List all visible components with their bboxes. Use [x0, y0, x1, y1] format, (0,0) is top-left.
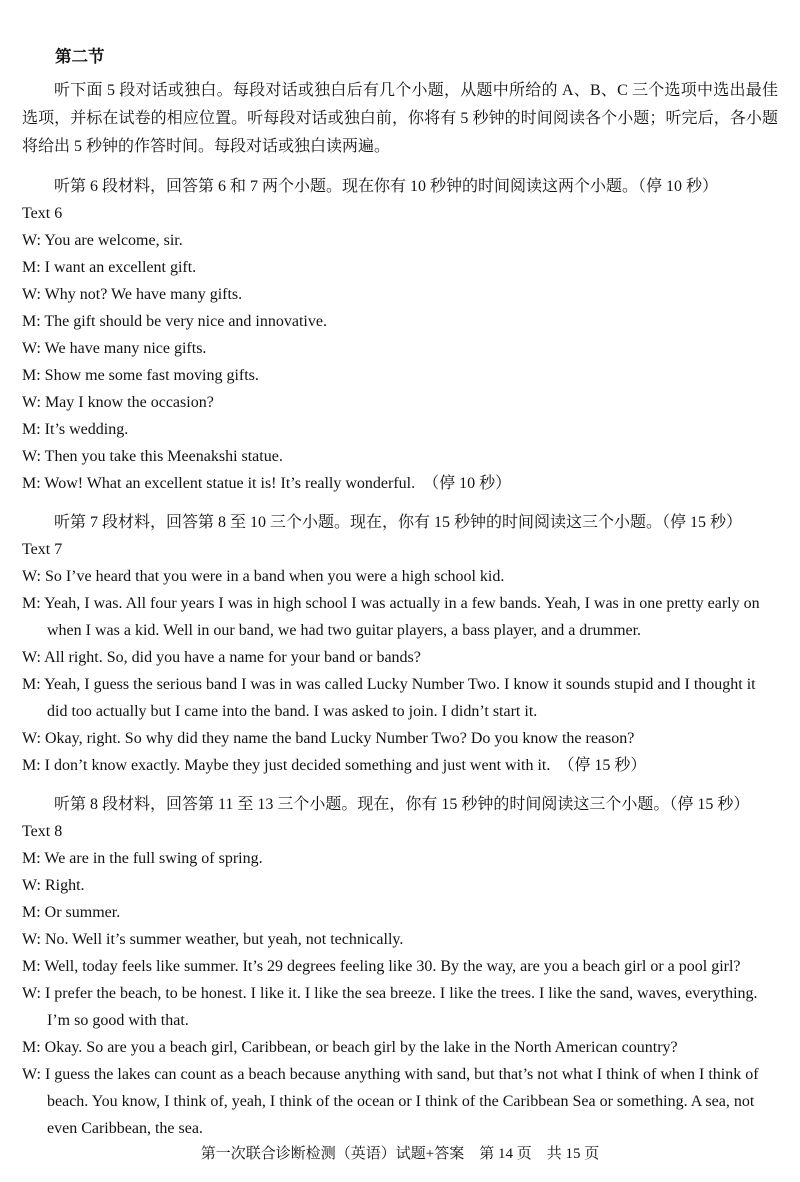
listening-section: [22, 509, 778, 779]
dialogue-line: M: Yeah, I was. All four years I was in high school I was actually in a few bands. Yeah, I was in one pretty early on when I was a kid. Well in our band, we had two guitar players, a bass player, and a drummer.: [22, 595, 760, 639]
dialogue-line: W: I guess the lakes can count as a beach because anything with sand, but that’s not what I think of when I think of beach. You know, I think of, yeah, I think of the ocean or I think of the Caribbean Sea or something. A sea, not even Caribbean, the sea.: [22, 1066, 759, 1137]
dialogue-line: W: Why not? We have many gifts.: [22, 286, 243, 303]
dialogue-line: M: I want an excellent gift.: [22, 259, 197, 276]
listening-section: [22, 173, 778, 497]
text-label: Text 8: [22, 823, 63, 840]
dialogue-line: W: We have many nice gifts.: [22, 340, 207, 357]
dialogue-line: W: So I’ve heard that you were in a band when you were a high school kid.: [22, 568, 505, 585]
section-intro: 听第 8 段材料，回答第 11 至 13 三个小题。现在，你有 15 秒钟的时间阅读这三个小题。（停 15 秒）: [54, 796, 750, 813]
dialogue-line: W: All right. So, did you have a name for your band or bands?: [22, 649, 421, 666]
dialogue-line: W: No. Well it’s summer weather, but yeah, not technically.: [22, 931, 404, 948]
dialogue-line: W: Right.: [22, 877, 85, 894]
dialogue-line: M: It’s wedding.: [22, 421, 129, 438]
dialogue-line: M: I don’t know exactly. Maybe they just decided something and just went with it. （停 15 秒）: [22, 757, 647, 774]
section-title: 第二节: [55, 47, 105, 66]
dialogue-line: W: Then you take this Meenakshi statue.: [22, 448, 283, 465]
dialogue-line: M: Yeah, I guess the serious band I was in was called Lucky Number Two. I know it sounds stupid and I thought it did too actually but I came into the band. I was asked to join. I didn’t start it.: [22, 676, 756, 720]
dialogue-line: M: We are in the full swing of spring.: [22, 850, 263, 867]
dialogue-line: W: Okay, right. So why did they name the band Lucky Number Two? Do you know the reason?: [22, 730, 635, 747]
dialogue-line: M: Show me some fast moving gifts.: [22, 367, 259, 384]
section-instructions: 听下面 5 段对话或独白。每段对话或独白后有几个小题，从题中所给的 A、B、C 三个选项中选出最佳选项，并标在试卷的相应位置。听每段对话或独白前，你将有 5 秒钟的时间阅读各个小题；听完后，各小题将给出 5 秒钟的作答时间。每段对话或独白读两遍。: [22, 82, 778, 155]
section-intro: 听第 6 段材料，回答第 6 和 7 两个小题。现在你有 10 秒钟的时间阅读这两个小题。（停 10 秒）: [54, 178, 719, 195]
listening-section: [22, 791, 778, 1142]
dialogue-line: M: Or summer.: [22, 904, 121, 921]
dialogue-line: M: Well, today feels like summer. It’s 29 degrees feeling like 30. By the way, are you a beach girl or a pool girl?: [22, 958, 741, 975]
dialogue-line: W: May I know the occasion?: [22, 394, 214, 411]
dialogue-line: W: You are welcome, sir.: [22, 232, 183, 249]
text-label: Text 7: [22, 541, 63, 558]
dialogue-line: M: Okay. So are you a beach girl, Caribbean, or beach girl by the lake in the North American country?: [22, 1039, 678, 1056]
sections-container: [22, 173, 778, 1142]
dialogue-line: W: I prefer the beach, to be honest. I like it. I like the sea breeze. I like the trees. I like the sand, waves, everything. I’m so good with that.: [22, 985, 758, 1029]
dialogue-line: M: The gift should be very nice and innovative.: [22, 313, 327, 330]
section-intro: 听第 7 段材料，回答第 8 至 10 三个小题。现在，你有 15 秒钟的时间阅读这三个小题。（停 15 秒）: [54, 514, 743, 531]
dialogue-line: M: Wow! What an excellent statue it is! It’s really wonderful. （停 10 秒）: [22, 475, 512, 492]
page-footer: 第一次联合诊断检测（英语）试题+答案 第 14 页 共 15 页: [200, 1146, 600, 1162]
text-label: Text 6: [22, 205, 63, 222]
